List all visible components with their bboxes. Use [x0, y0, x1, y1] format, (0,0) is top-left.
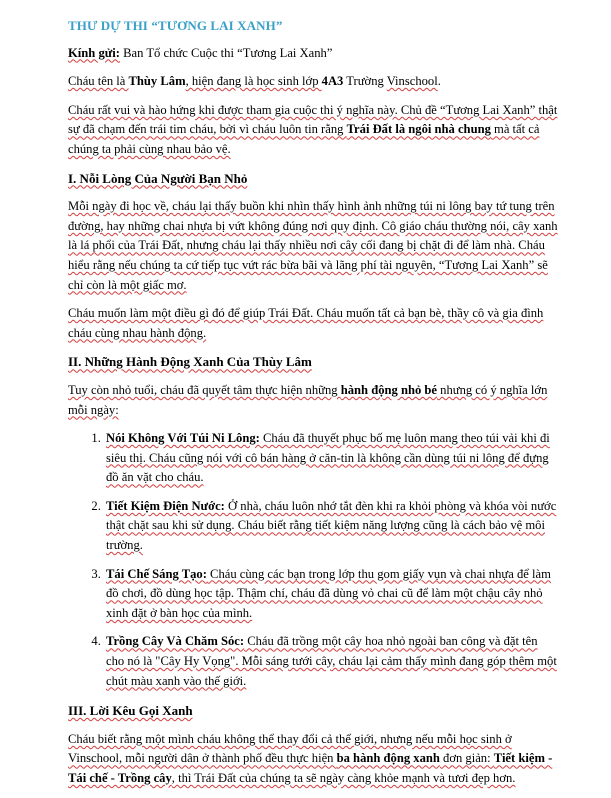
section-3-bold-2: Tiết kiệm - Tái chế - Trồng cây	[68, 751, 553, 785]
section-2-intro-bold: hành động nhỏ bé	[340, 382, 437, 397]
section-3-text-1: Cháu biết rằng một mình cháu không thể thay đổi cả thế giới, nhưng nếu mỗi học sinh ở Vinschool, mỗi người dân ở thành phố đều thực hiện	[68, 731, 512, 766]
student-class: 4A3	[321, 74, 344, 89]
section-3-bold-1: ba hành động xanh	[336, 751, 440, 766]
list-item	[104, 632, 558, 691]
opening-text: Cháu rất vui và hào hứng khi được tham gia cuộc thi ý nghĩa này. Chủ đề “Tương Lai Xanh” thật sự đã chạm đến trái tim cháu, bởi vì cháu luôn tin rằng	[68, 102, 558, 137]
section-2-intro-text: Tuy còn nhỏ tuổi, cháu đã quyết tâm thực hiện những	[68, 382, 341, 397]
list-item-text: Ở nhà, cháu luôn nhớ tắt đèn khi ra khỏi phòng và khóa vòi nước thật chặt sau khi sử dụng. Cháu biết rằng tiết kiệm năng lượng cũng là cách bảo vệ môi trường.	[106, 498, 557, 553]
list-item-title: Trồng Cây Và Chăm Sóc:	[106, 634, 245, 649]
list-item-text: Cháu đã trồng một cây hoa nhỏ ngoài ban công và đặt tên cho nó là "Cây Hy Vọng". Mỗi sáng tưới cây, cháu lại cảm thấy mình đang góp thêm một chút màu xanh vào thế giới.	[106, 634, 557, 688]
list-item	[104, 429, 558, 488]
greeting-line	[68, 44, 558, 64]
list-item	[104, 497, 558, 556]
list-item-title: Tái Chế Sáng Tạo:	[106, 566, 207, 581]
list-item-text: Cháu đã thuyết phục bố mẹ luôn mang theo túi vải khi đi siêu thị. Cháu cũng nói với cô bán hàng ở căn-tin là không cần dùng túi ni lông để đựng đồ ăn vặt cho cháu.	[106, 431, 550, 485]
list-item-title: Nói Không Với Túi Ni Lông:	[106, 431, 260, 446]
section-2-intro-end: nhưng có ý nghĩa lớn mỗi ngày:	[68, 382, 548, 417]
intro-text-1: Cháu tên là	[68, 74, 129, 89]
list-item	[104, 565, 558, 624]
section-1-paragraph-2: Cháu muốn làm một điều gì đó để giúp Trái Đất. Cháu muốn tất cả bạn bè, thầy cô và gia đình cháu cùng nhau hành động.	[68, 306, 544, 340]
greeting-label: Kính gửi:	[68, 45, 120, 60]
school-name: Vinschool	[386, 74, 438, 89]
intro-text-4: .	[437, 74, 441, 89]
letter-body	[68, 16, 558, 798]
section-3-heading: III. Lời Kêu Gọi Xanh	[68, 703, 193, 719]
green-actions-list	[68, 429, 558, 691]
section-1-paragraph-1: Mỗi ngày đi học về, cháu lại thấy buồn khi nhìn thấy hình ảnh những túi ni lông bay tứ tung trên đường, hay những chai nhựa bị vứt không đúng nơi quy định. Cô giáo cháu thường nói, cây xanh là lá phổi của Trái Đất, nhưng cháu lại thấy nhiều nơi cây cối đang bị chặt đi để làm nhà. Cháu hiểu rằng nếu chúng ta cứ tiếp tục vứt rác bừa bãi và lãng phí tài nguyên, “Tương Lai Xanh” sẽ chỉ còn là một giấc mơ.	[68, 199, 558, 292]
intro-text-2: , hiện đang là học sinh lớp	[185, 74, 322, 89]
intro-text-3: Trường	[343, 74, 387, 89]
list-item-text: Cháu cùng các bạn trong lớp thu gom giấy vụn và chai nhựa để làm đồ chơi, đồ dùng học tập. Thậm chí, cháu đã dùng vỏ chai cũ để làm một chậu cây nhỏ xinh đặt ở bàn học của mình.	[106, 566, 551, 620]
section-2-heading: II. Những Hành Động Xanh Của Thùy Lâm	[68, 354, 312, 370]
student-name: Thùy Lâm	[128, 74, 186, 89]
section-3-paragraph	[68, 730, 558, 789]
opening-end: mà tất cả chúng ta phải cùng nhau bảo vệ.	[68, 122, 540, 156]
section-2-intro	[68, 381, 558, 420]
greeting-text: Ban Tổ chức Cuộc thi “Tương Lai Xanh”	[120, 45, 333, 60]
section-3-text-3: , thì Trái Đất của chúng ta sẽ ngày càng khỏe mạnh và tươi đẹp hơn.	[171, 771, 516, 785]
opening-paragraph	[68, 101, 558, 160]
section-1-heading: I. Nỗi Lòng Của Người Bạn Nhỏ	[68, 170, 248, 186]
opening-bold: Trái Đất là ngôi nhà chung	[346, 122, 491, 137]
section-3-text-2: đơn giản:	[439, 751, 494, 766]
list-item-title: Tiết Kiệm Điện Nước:	[106, 498, 225, 513]
page-title: THƯ DỰ THI “TƯƠNG LAI XANH”	[68, 18, 283, 33]
intro-line	[68, 72, 558, 92]
